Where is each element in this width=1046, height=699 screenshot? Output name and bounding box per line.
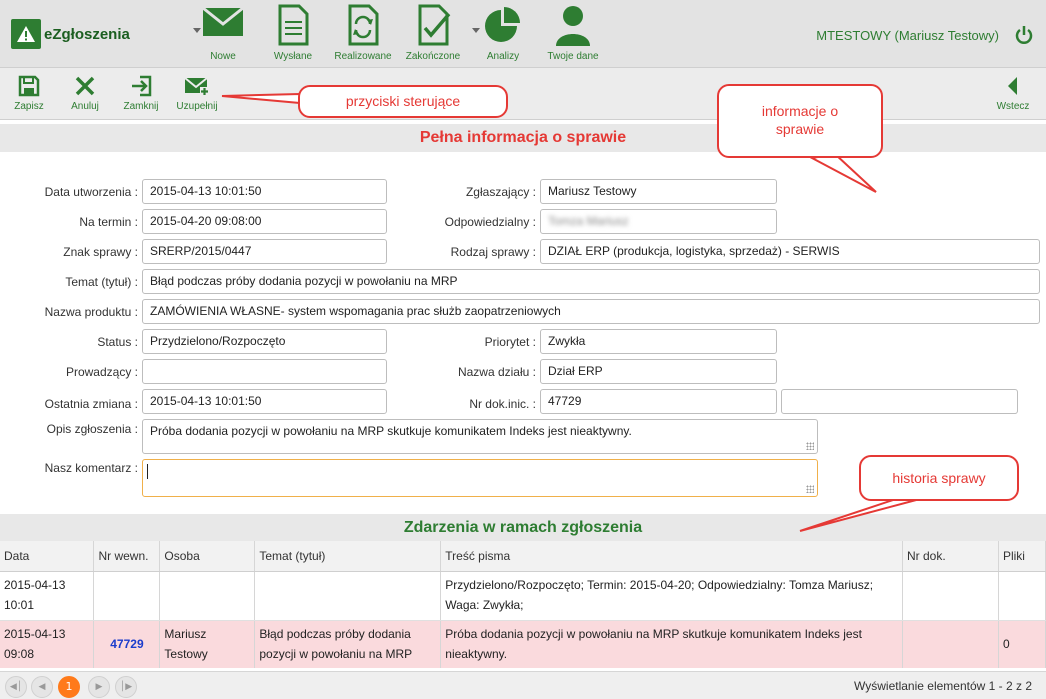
close-label: Zamknij <box>123 101 159 112</box>
prev-page-icon[interactable]: ◀ <box>31 676 53 698</box>
priority-field[interactable]: Zwykła <box>540 329 777 354</box>
due-field[interactable]: 2015-04-20 09:08:00 <box>142 209 387 234</box>
nav-analytics[interactable] <box>468 4 538 64</box>
last-change-field[interactable]: 2015-04-13 10:01:50 <box>142 389 387 414</box>
current-user[interactable]: MTESTOWY (Mariusz Testowy) <box>816 28 999 43</box>
comment-label: Nasz komentarz : <box>44 461 138 475</box>
close-icon <box>74 75 96 97</box>
comment-textarea[interactable] <box>142 459 818 497</box>
due-label: Na termin : <box>79 215 138 229</box>
responsible-field[interactable] <box>540 209 777 234</box>
col-files[interactable]: Pliki <box>998 541 1045 571</box>
col-content[interactable]: Treść pisma <box>441 541 903 571</box>
refresh-document-icon <box>341 4 385 46</box>
first-page-icon[interactable]: ◀│ <box>5 676 27 698</box>
last-change-label: Ostatnia zmiana : <box>44 397 138 411</box>
cell-person <box>160 571 255 620</box>
reporter-label: Zgłaszający : <box>465 185 536 199</box>
envelope-icon <box>201 4 245 40</box>
status-field[interactable]: Przydzielono/Rozpoczęto <box>142 329 387 354</box>
cell-date: 2015-04-13 10:01 <box>0 571 94 620</box>
col-date[interactable]: Data <box>0 541 94 571</box>
exit-icon <box>130 75 152 97</box>
description-text: Próba dodania pozycji w powołaniu na MRP skutkuje komunikatem Indeks jest nieaktywny. <box>150 424 632 438</box>
cell-content: Próba dodania pozycji w powołaniu na MRP skutkuje komunikatem Indeks jest nieaktywny. <box>441 620 903 668</box>
created-label: Data utworzenia : <box>44 185 138 199</box>
events-table <box>0 541 1046 668</box>
case-sign-field[interactable]: SRERP/2015/0447 <box>142 239 387 264</box>
cell-internal-nr-link[interactable]: 47729 <box>94 620 160 668</box>
topic-field[interactable]: Błąd podczas próby dodania pozycji w powołaniu na MRP <box>142 269 1040 294</box>
callout-case-info: informacje o sprawie <box>717 84 883 158</box>
complete-button[interactable] <box>174 75 220 117</box>
doc-number-label: Nr dok.inic. : <box>469 397 536 411</box>
callout-control-buttons: przyciski sterujące <box>298 85 508 118</box>
cell-content: Przydzielono/Rozpoczęto; Termin: 2015-04-20; Odpowiedzialny: Tomza Mariusz; Waga: Zwykła; <box>441 571 903 620</box>
cell-files <box>998 571 1045 620</box>
product-label: Nazwa produktu : <box>44 305 138 319</box>
nav-new[interactable] <box>188 4 258 64</box>
cell-files: 0 <box>998 620 1045 668</box>
doc-number-extra-field[interactable] <box>781 389 1018 414</box>
check-document-icon <box>411 4 455 46</box>
action-toolbar <box>0 68 1046 120</box>
doc-number-field[interactable]: 47729 <box>540 389 777 414</box>
user-icon <box>551 4 595 46</box>
department-label: Nazwa działu : <box>457 365 536 379</box>
close-button[interactable] <box>118 75 164 117</box>
responsible-value: Tomza Mariusz <box>548 214 629 228</box>
cell-topic: Błąd podczas próby dodania pozycji w powołaniu na MRP <box>255 620 441 668</box>
reporter-field[interactable]: Mariusz Testowy <box>540 179 777 204</box>
nav-your-data[interactable] <box>538 4 608 64</box>
table-row[interactable] <box>0 620 1046 668</box>
topic-label: Temat (tytuł) : <box>65 275 138 289</box>
nav-new-label: Nowe <box>210 51 236 62</box>
save-button[interactable] <box>6 75 52 117</box>
document-icon <box>271 4 315 46</box>
cell-topic <box>255 571 441 620</box>
cell-doc-nr <box>903 571 999 620</box>
nav-in-progress-label: Realizowane <box>334 51 392 62</box>
nav-completed-label: Zakończone <box>405 51 461 62</box>
nav-sent[interactable] <box>258 4 328 64</box>
nav-sent-label: Wysłane <box>273 51 313 62</box>
callout-case-history: historia sprawy <box>859 455 1019 501</box>
last-page-icon[interactable]: │▶ <box>115 676 137 698</box>
complete-label: Uzupełnij <box>176 101 218 112</box>
resize-grip-icon[interactable] <box>806 442 814 450</box>
col-doc-nr[interactable]: Nr dok. <box>903 541 999 571</box>
status-label: Status : <box>97 335 138 349</box>
pager-info: Wyświetlanie elementów 1 - 2 z 2 <box>854 679 1032 693</box>
text-cursor <box>147 464 148 479</box>
case-sign-label: Znak sprawy : <box>63 245 138 259</box>
table-header-row <box>0 541 1046 571</box>
manager-label: Prowadzący : <box>65 365 138 379</box>
pager <box>0 671 1046 699</box>
back-label: Wstecz <box>996 101 1030 112</box>
power-icon[interactable] <box>1014 25 1034 48</box>
priority-label: Priorytet : <box>484 335 536 349</box>
nav-your-data-label: Twoje dane <box>547 51 599 62</box>
back-button[interactable] <box>990 75 1036 117</box>
app-logo[interactable] <box>11 19 130 49</box>
events-title: Zdarzenia w ramach zgłoszenia <box>0 514 1046 542</box>
nav-completed[interactable] <box>398 4 468 64</box>
table-row[interactable] <box>0 571 1046 620</box>
created-field[interactable]: 2015-04-13 10:01:50 <box>142 179 387 204</box>
description-textarea[interactable] <box>142 419 818 454</box>
description-label: Opis zgłoszenia : <box>46 422 138 436</box>
envelope-plus-icon <box>184 75 210 97</box>
department-field[interactable]: Dział ERP <box>540 359 777 384</box>
cancel-button[interactable] <box>62 75 108 117</box>
nav-analytics-label: Analizy <box>486 51 520 62</box>
cell-internal-nr <box>94 571 160 620</box>
resize-grip-icon[interactable] <box>806 485 814 493</box>
cancel-label: Anuluj <box>71 101 99 112</box>
cell-person: Mariusz Testowy <box>160 620 255 668</box>
page-button-current[interactable]: 1 <box>58 676 80 698</box>
back-arrow-icon <box>1002 75 1024 97</box>
manager-field[interactable] <box>142 359 387 384</box>
next-page-icon[interactable]: ▶ <box>88 676 110 698</box>
case-info-title: Pełna informacja o sprawie <box>0 124 1046 152</box>
case-type-label: Rodzaj sprawy : <box>450 245 536 259</box>
warning-icon <box>11 19 41 49</box>
case-type-field[interactable]: DZIAŁ ERP (produkcja, logistyka, sprzedaż) - SERWIS <box>540 239 1040 264</box>
cell-doc-nr <box>903 620 999 668</box>
save-label: Zapisz <box>14 101 44 112</box>
col-person[interactable]: Osoba <box>160 541 255 571</box>
pie-chart-icon <box>481 4 525 46</box>
floppy-disk-icon <box>18 75 40 97</box>
col-topic[interactable]: Temat (tytuł) <box>255 541 441 571</box>
top-navigation <box>0 0 1046 68</box>
col-internal-nr[interactable]: Nr wewn. <box>94 541 160 571</box>
nav-in-progress[interactable] <box>328 4 398 64</box>
cell-date: 2015-04-13 09:08 <box>0 620 94 668</box>
product-field[interactable]: ZAMÓWIENIA WŁASNE- system wspomagania prac służb zaopatrzeniowych <box>142 299 1040 324</box>
app-title: eZgłoszenia <box>44 25 130 43</box>
responsible-label: Odpowiedzialny : <box>444 215 536 229</box>
